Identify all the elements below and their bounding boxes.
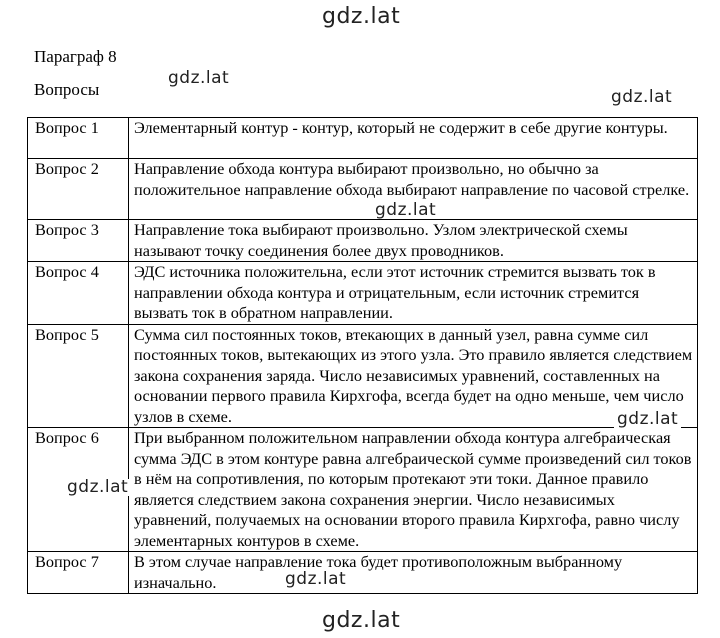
question-label: Вопрос 3 — [28, 220, 129, 262]
table-row — [28, 159, 698, 220]
table-row — [28, 220, 698, 262]
watermark-4: gdz.lat — [614, 411, 681, 428]
answers-table — [27, 117, 698, 594]
watermark-1: gdz.lat — [165, 70, 232, 87]
watermark-2: gdz.lat — [608, 89, 675, 106]
question-label: Вопрос 4 — [28, 262, 129, 325]
answer-text: Элементарный контур - контур, который не содержит в себе другие контуры. — [129, 118, 698, 159]
answer-text: Направление тока выбирают произвольно. Узлом электрической схемы называют точку соединения более двух проводников. — [129, 220, 698, 262]
table-row — [28, 324, 698, 428]
question-label: Вопрос 1 — [28, 118, 129, 159]
watermark-6: gdz.lat — [282, 571, 349, 588]
question-label: Вопрос 7 — [28, 552, 129, 594]
question-label: Вопрос 5 — [28, 324, 129, 428]
answer-text: ЭДС источника положительна, если этот источник стремится вызвать ток в направлении обхода контура и отрицательным, если источник стремится вызвать ток в обратном направлении. — [129, 262, 698, 325]
answer-text: Направление обхода контура выбирают произвольно, но обычно за положительное направление обхода выбирают направление по часовой стрелке. — [129, 159, 698, 220]
watermark-bottom: gdz.lat — [322, 608, 401, 633]
table-row — [28, 118, 698, 159]
question-label: Вопрос 6 — [28, 428, 129, 552]
table-row — [28, 262, 698, 325]
watermark-5: gdz.lat — [64, 479, 131, 496]
table-row — [28, 552, 698, 594]
answer-text: При выбранном положительном направлении обхода контура алгебраическая сумма ЭДС в этом контуре равна алгебраической сумме произведений сил токов в нём на сопротивления, по которым протекают эти токи. Данное правило является следствием закона сохранения энергии. Число независимых уравнений, получаемых на основании второго правила Кирхгофа, равно числу элементарных контуров в схеме. — [129, 428, 698, 552]
section-title: Вопросы — [34, 80, 100, 99]
watermark-top: gdz.lat — [322, 4, 401, 29]
watermark-3: gdz.lat — [372, 202, 439, 219]
answer-text: Сумма сил постоянных токов, втекающих в данный узел, равна сумме сил постоянных токов, вытекающих из этого узла. Это правило является следствием закона сохранения заряда. Число независимых уравнений, составленных на основании первого правила Кирхгофа, всегда будет на одно меньше, чем число узлов в схеме. — [129, 324, 698, 428]
answer-text: В этом случае направление тока будет противоположным выбранному изначально. — [129, 552, 698, 594]
question-label: Вопрос 2 — [28, 159, 129, 220]
paragraph-title: Параграф 8 — [34, 47, 117, 66]
